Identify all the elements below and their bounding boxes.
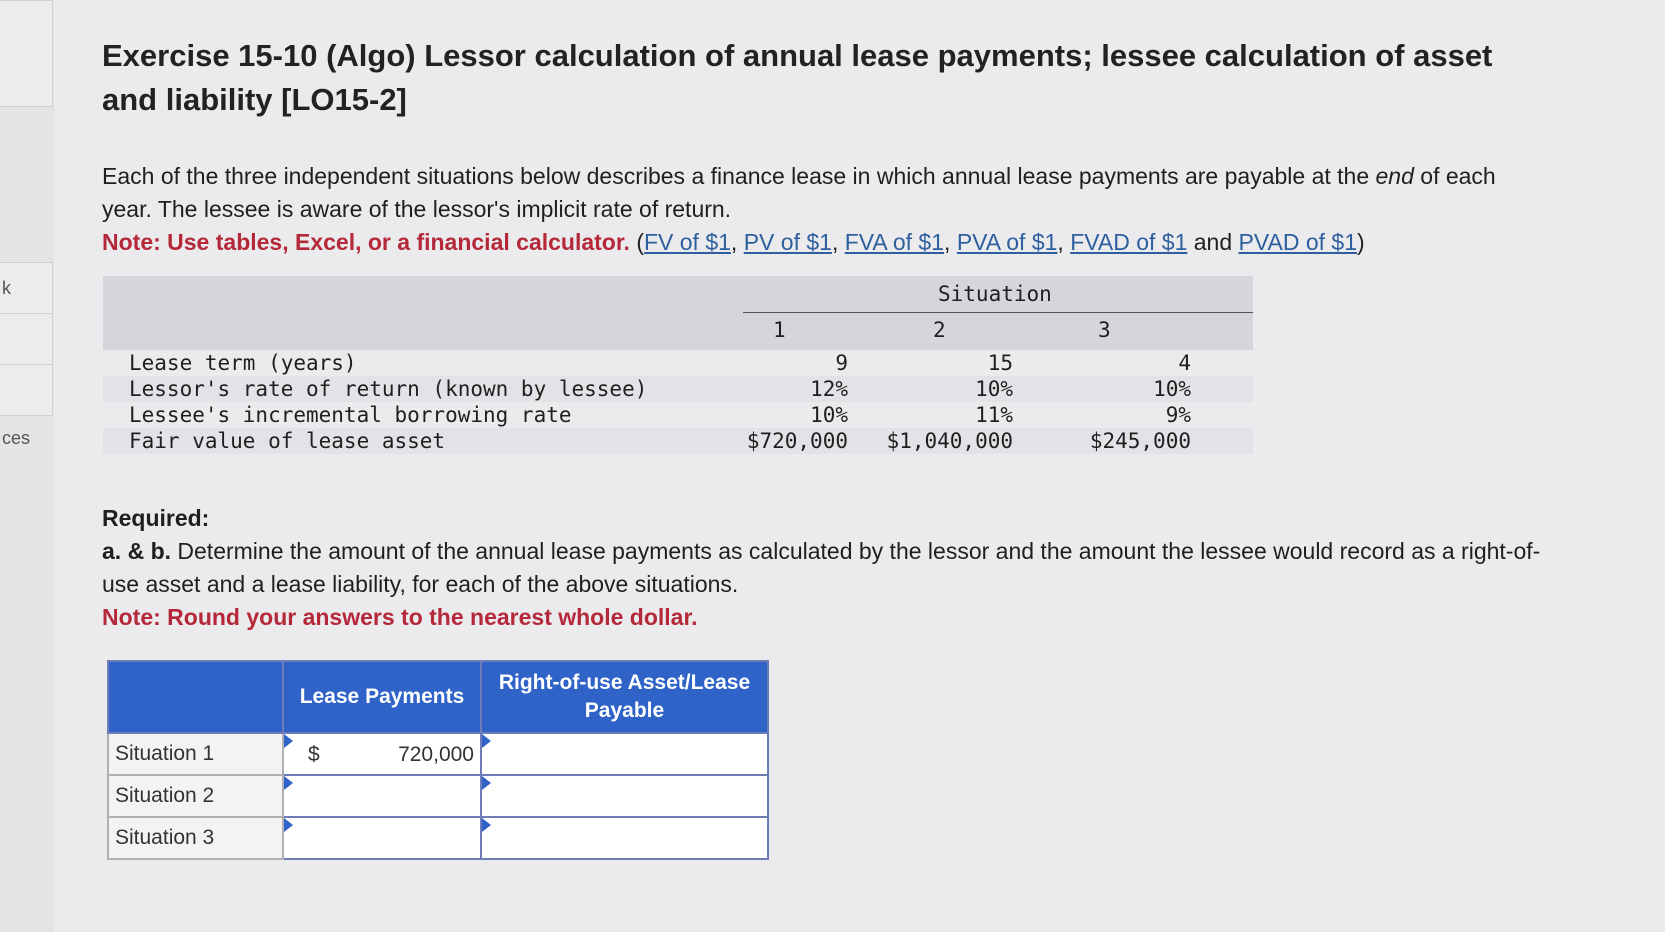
table-row (108, 817, 768, 859)
table-row (103, 428, 1253, 454)
cell-value: $720,000 (746, 429, 848, 453)
sidebar-box[interactable] (0, 364, 53, 416)
sidebar-box[interactable] (0, 313, 53, 365)
and-word: and (1193, 229, 1233, 255)
row-label: Fair value of lease asset (129, 429, 446, 453)
sidebar-box[interactable] (0, 0, 53, 107)
page-title: Exercise 15-10 (Algo) Lessor calculation of annual lease payments; lessee calculation of asset and liability [LO15-2] (102, 38, 1493, 117)
table-row (103, 402, 1253, 428)
intro-italic: end (1375, 163, 1414, 189)
header-lease-payments: Lease Payments (283, 661, 481, 733)
link-fvad[interactable]: FVAD of $1 (1070, 229, 1188, 255)
row-label: Situation 2 (108, 775, 283, 817)
intro-paragraph: Each of the three independent situations below describes a finance lease in which annual lease payments are payable at the end of each year. The lessee is aware of the lessor's implicit rate of return. Note: Use tables, Excel, or a financial calculator. (FV of $1, PV of $1, FVA of $1, PVA of $1, FVAD of $1 and PVAD of $1) (102, 163, 1496, 255)
input-marker-icon (284, 734, 293, 748)
cell-value: 10% (1153, 377, 1191, 401)
cell-value: $245,000 (1089, 429, 1191, 453)
cell-value: 15 (987, 351, 1013, 375)
cell-value: 9 (835, 351, 848, 375)
lease-payment-value[interactable]: 720,000 (398, 743, 474, 766)
link-pvad[interactable]: PVAD of $1 (1238, 229, 1358, 255)
cell-value: 10% (975, 377, 1013, 401)
part-label: a. & b. (102, 538, 172, 564)
situation-col-1: 1 (773, 318, 786, 342)
required-heading: Required: (102, 505, 210, 531)
lease-payment-input[interactable] (283, 775, 481, 817)
input-marker-icon (482, 734, 491, 748)
required-section (102, 502, 1542, 634)
input-marker-icon (482, 818, 491, 832)
row-label: Lessee's incremental borrowing rate (129, 403, 572, 427)
lease-payment-input[interactable] (283, 733, 481, 775)
links-open: ( (636, 229, 644, 255)
cell-value: 4 (1178, 351, 1191, 375)
intro-text-2: of each year. The lessee is aware of the lessor's implicit rate of return. (102, 163, 1496, 222)
sidebar-label[interactable]: ces (2, 428, 31, 448)
round-note: Note: Round your answers to the nearest whole dollar. (102, 604, 698, 630)
header-corner (108, 661, 283, 733)
cell-value: 10% (810, 403, 848, 427)
rou-asset-input[interactable] (481, 775, 768, 817)
link-fva[interactable]: FVA of $1 (844, 229, 945, 255)
input-marker-icon (482, 776, 491, 790)
intro-text: Each of the three independent situations below describes a finance lease in which annual lease payments are payable at the (102, 163, 1376, 189)
input-marker-icon (284, 818, 293, 832)
cell-value: 9% (1165, 403, 1191, 427)
situation-table (103, 276, 1253, 453)
cell-value: $1,040,000 (886, 429, 1013, 453)
rou-asset-input[interactable] (481, 733, 768, 775)
answer-table (107, 660, 769, 860)
input-marker-icon (284, 776, 293, 790)
link-pva[interactable]: PVA of $1 (956, 229, 1058, 255)
situation-heading: Situation (938, 282, 1052, 306)
rou-asset-input[interactable] (481, 817, 768, 859)
cell-value: 12% (810, 377, 848, 401)
lease-payment-input[interactable] (283, 817, 481, 859)
row-label: Situation 3 (108, 817, 283, 859)
link-fv[interactable]: FV of $1 (643, 229, 731, 255)
header-divider (743, 312, 1253, 313)
table-row (108, 775, 768, 817)
calc-note: Note: Use tables, Excel, or a financial calculator. (102, 229, 630, 255)
left-sidebar (0, 0, 54, 932)
table-row (108, 733, 768, 775)
row-label: Lessor's rate of return (known by lessee) (129, 377, 648, 401)
situation-table-header (103, 276, 1253, 350)
situation-col-2: 2 (933, 318, 946, 342)
link-pv[interactable]: PV of $1 (743, 229, 832, 255)
situation-col-3: 3 (1098, 318, 1111, 342)
row-label: Lease term (years) (129, 351, 357, 375)
table-row (103, 350, 1253, 376)
answer-header-row (108, 661, 768, 733)
row-label: Situation 1 (108, 733, 283, 775)
table-row (103, 376, 1253, 402)
sidebar-label: k (2, 278, 11, 298)
currency-symbol: $ (308, 743, 320, 766)
header-rou-asset: Right-of-use Asset/Lease Payable (481, 661, 768, 733)
required-text: Determine the amount of the annual lease payments as calculated by the lessor and the amount the lessee would record as a right-of-use asset and a lease liability, for each of the above situations. (102, 538, 1541, 597)
cell-value: 11% (975, 403, 1013, 427)
